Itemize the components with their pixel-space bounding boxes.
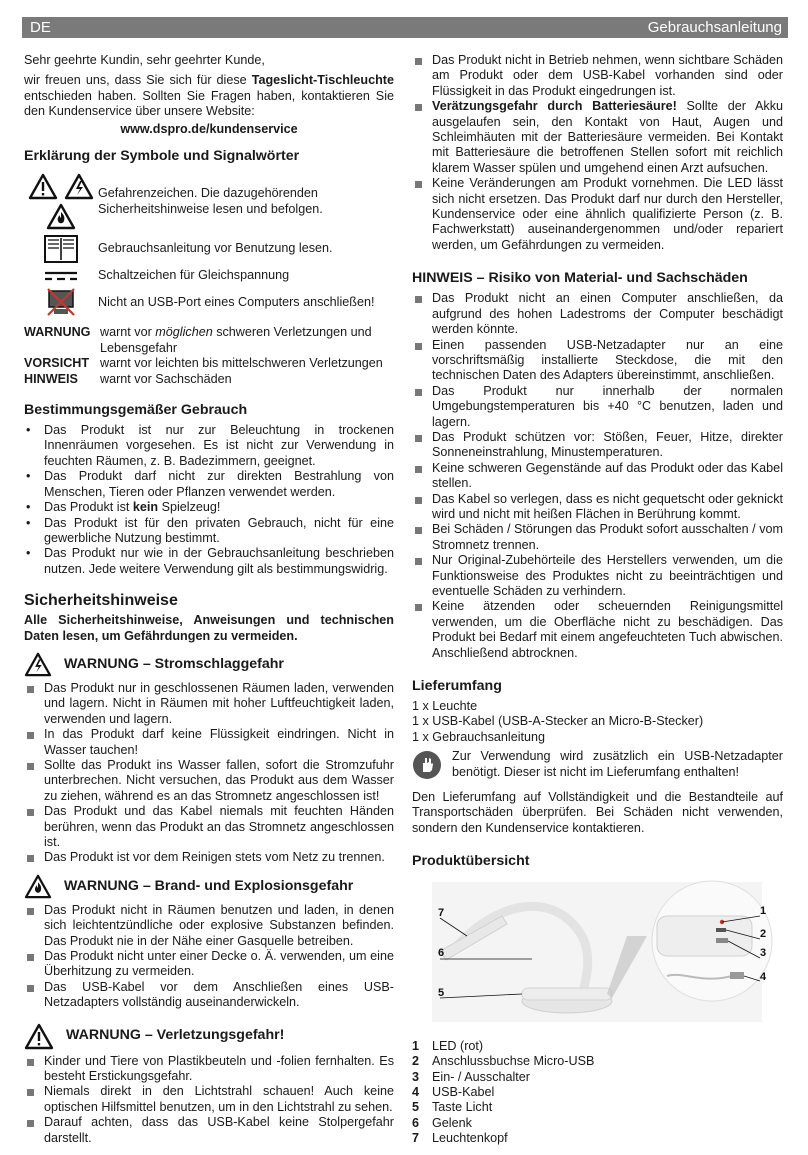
dc-voltage-icon	[43, 269, 79, 283]
symbol-row-dc	[24, 268, 394, 283]
list-item: Einen passenden USB-Netzadapter nur an eine vorschriftsmäßig installierte Steckdose, die mit den technischen Daten des Adapters übereinstimmt, anschließen.	[412, 338, 783, 384]
symbol-row-warning	[24, 173, 394, 230]
legend-item	[412, 1039, 783, 1054]
usb-symbol-box	[24, 287, 98, 317]
dc-symbol-box	[24, 269, 98, 283]
no-computer-usb-icon	[46, 287, 76, 317]
notice-list	[412, 291, 783, 661]
list-item: Das Produkt nicht in Räumen benutzen und laden, in denen sich leichtentzündliche oder explosive Substanzen befinden. Das Produkt nie in der Nähe einer Gasquelle betreiben.	[24, 903, 394, 949]
list-item: Das Produkt nicht in Betrieb nehmen, wenn sichtbare Schäden am Produkt oder dem USB-Kabel vorhanden sind oder Flüssigkeit in das Produkt eingedrungen ist.	[412, 53, 783, 99]
symbols-heading: Erklärung der Symbole und Signalwörter	[24, 148, 300, 165]
detail-usb-port	[716, 928, 726, 932]
signal-word: VORSICHT	[24, 356, 90, 371]
signal-desc: warnt vor leichten bis mittelschweren Verletzungen	[100, 356, 383, 371]
manual-symbol-box	[24, 234, 98, 264]
list-item: Das Produkt schützen vor: Stößen, Feuer, Hitze, direkter Sonneneinstrahlung, Minustemperaturen.	[412, 430, 783, 461]
list-item: Darauf achten, dass das USB-Kabel keine Stolpergefahr darstellt.	[24, 1115, 394, 1146]
notice-heading: HINWEIS – Risiko von Material- und Sachschäden	[412, 270, 748, 287]
scope-heading: Lieferumfang	[412, 678, 502, 695]
legend-number: 2	[412, 1054, 420, 1069]
injury-warning-heading	[24, 1023, 394, 1050]
fire-warning-heading	[24, 874, 394, 899]
list-item: Nur Original-Zubehörteile des Herstellers verwenden, um die Funktionsweise des Produktes nicht zu beeinträchtigen und eventuelle Schäden zu verhindern.	[412, 553, 783, 599]
callout-1: 1	[760, 905, 767, 918]
hand-note-icon	[412, 750, 442, 780]
injury-warning-title: WARNUNG – Verletzungsgefahr!	[66, 1027, 285, 1044]
list-item: Das Produkt nicht unter einer Decke o. Ä. verwenden, um eine Überhitzung zu vermeiden.	[24, 949, 394, 980]
intro-text	[24, 73, 394, 119]
list-item: In das Produkt darf keine Flüssigkeit eindringen. Nicht in Wasser tauchen!	[24, 727, 394, 758]
legend-label: Ein- / Ausschalter	[432, 1069, 530, 1084]
safety-list-continued	[412, 53, 783, 253]
legend-label: Taste Licht	[432, 1100, 493, 1115]
scope-check-text: Den Lieferumfang auf Vollständigkeit und die Bestandteile auf Transportschäden überprüfen. Bei Schäden nicht verwenden, sondern den Kundenservice kontaktieren.	[412, 790, 783, 835]
legend-item	[412, 1100, 783, 1115]
list-item: Niemals direkt in den Lichtstrahl schauen! Auch keine optischen Hilfsmittel benutzen, um in den Lichtstrahl zu sehen.	[24, 1084, 394, 1115]
list-item: Das Kabel so verlegen, dass es nicht gequetscht oder geknickt wird und nicht mit heißen Flächen in Berührung kommt.	[412, 492, 783, 523]
list-item: Das USB-Kabel vor dem Anschließen eines USB-Netzadapters vollständig auseinanderwickeln.	[24, 980, 394, 1011]
legend-label: USB-Kabel	[432, 1084, 495, 1099]
warning-triangle-icon	[28, 173, 58, 200]
legend-label: Gelenk	[432, 1115, 472, 1130]
symbol-row-manual	[24, 234, 394, 264]
manual-book-icon	[43, 234, 79, 264]
list-item: Das Produkt nicht an einen Computer anschließen, da aufgrund des hohen Ladestroms der Computer beschädigt werden könnte.	[412, 291, 783, 337]
intro-text-b: entschieden haben. Sollten Sie Fragen haben, kontaktieren Sie den Kundenservice über unsere Website:	[24, 88, 394, 119]
callout-7: 7	[438, 907, 445, 920]
list-item: Das Produkt nur in geschlossenen Räumen laden, verwenden und lagern. Nicht in Räumen mit hoher Luftfeuchtigkeit laden, verwenden und lagern.	[24, 681, 394, 727]
electric-hazard-icon	[64, 173, 94, 200]
warning-symbols	[24, 173, 98, 230]
overview-legend	[412, 1039, 783, 1147]
list-item: Keine Veränderungen am Produkt vornehmen. Die LED lässt sich nicht ersetzen. Das Produkt darf nur durch den Hersteller, Kundenservice oder eine ähnlich qualifizierte Person (z. B. Fachwerkstatt) auseinandergenommen und/oder repariert werden, um Gefährdungen zu vermeiden.	[412, 176, 783, 253]
dc-symbol-text: Schaltzeichen für Gleichspannung	[98, 268, 290, 283]
intro-text-a: wir freuen uns, dass Sie sich für diese	[24, 73, 252, 88]
acid-warning-text: Sollte der Akku ausgelaufen sein, den Kontakt von Haut, Augen und Schleimhäuten mit der Batteriesäure vermeiden. Bei Kontakt mit Batteriesäure die betroffenen Stellen sofort mit reichlich klarem Wasser spülen und umgehend einen Arzt aufsuchen.	[432, 99, 783, 175]
callout-3: 3	[760, 947, 767, 960]
list-item	[24, 500, 394, 515]
scope-item: 1 x Gebrauchsanleitung	[412, 729, 546, 744]
callout-2: 2	[760, 928, 767, 941]
toy-pre: Das Produkt ist	[44, 500, 133, 515]
legend-number: 1	[412, 1038, 420, 1053]
legend-item	[412, 1070, 783, 1085]
shock-warning-heading	[24, 652, 394, 677]
warning-triangle-icon	[24, 1023, 54, 1050]
list-item: • Das Produkt ist für den privaten Gebrauch, nicht für eine gewerbliche Nutzung bestimmt.	[24, 516, 394, 547]
legend-label: LED (rot)	[432, 1038, 484, 1053]
usb-symbol-text: Nicht an USB-Port eines Computers anschließen!	[98, 294, 375, 309]
list-item: Sollte das Produkt ins Wasser fallen, sofort die Stromzufuhr unterbrechen. Nicht versuchen, das Produkt aus dem Wasser zu ziehen, während es an das Stromnetz angeschlossen ist!	[24, 758, 394, 804]
callout-4: 4	[760, 971, 767, 984]
list-item	[412, 99, 783, 176]
callout-5: 5	[438, 987, 445, 1000]
legend-label: Anschlussbuchse Micro-USB	[432, 1054, 595, 1069]
intended-use-list	[24, 423, 394, 577]
website-link[interactable]: www.dspro.de/kundenservice	[120, 121, 298, 136]
list-item: Keine schweren Gegenstände auf das Produkt oder das Kabel stellen.	[412, 461, 783, 492]
fire-warning-list	[24, 903, 394, 1011]
legend-item	[412, 1131, 783, 1146]
legend-label: Leuchtenkopf	[432, 1131, 508, 1146]
product-name: Tageslicht-Tischleuchte	[251, 73, 394, 88]
detail-base	[657, 916, 752, 956]
electric-hazard-icon	[24, 652, 52, 677]
list-item: Keine ätzenden oder scheuernden Reinigungsmittel verwenden, um die Oberfläche nicht zu beschädigen. Das Produkt bei Bedarf mit einem angefeuchteten Tuch abwischen. Anschließend abtrocknen.	[412, 599, 783, 661]
list-item: • Das Produkt darf nicht zur direkten Bestrahlung von Menschen, Tieren oder Pflanzen verwendet werden.	[24, 469, 394, 500]
signal-desc-pre: warnt vor	[100, 325, 156, 340]
legend-number: 5	[412, 1100, 420, 1115]
manual-symbol-text: Gebrauchsanleitung vor Benutzung lesen.	[98, 241, 333, 256]
safety-heading: Sicherheitshinweise	[24, 592, 178, 610]
shock-warning-list	[24, 681, 394, 866]
legend-item	[412, 1116, 783, 1131]
signal-desc: warnt vor Sachschäden	[100, 371, 232, 386]
header-bar	[22, 17, 788, 38]
safety-lead: Alle Sicherheitshinweise, Anweisungen und technischen Daten lesen, um Gefährdungen zu vermeiden.	[24, 613, 394, 643]
callout-6: 6	[438, 947, 445, 960]
legend-number: 4	[412, 1084, 420, 1099]
signal-word-notice	[24, 372, 394, 387]
legend-item	[412, 1054, 783, 1069]
legend-number: 6	[412, 1115, 420, 1130]
warning-symbol-text: Gefahrenzeichen. Die dazugehörenden Sicherheitshinweise lesen und befolgen.	[98, 186, 323, 216]
acid-warning-bold: Verätzungsgefahr durch Batteriesäure!	[432, 99, 677, 114]
lamp-base-top	[522, 988, 612, 1000]
greeting: Sehr geehrte Kundin, sehr geehrter Kunde,	[24, 53, 265, 67]
list-item: Kinder und Tiere von Plastikbeuteln und -folien fernhalten. Es besteht Erstickungsgefahr.	[24, 1054, 394, 1085]
signal-desc	[100, 325, 394, 356]
signal-word-warning	[24, 325, 394, 356]
signal-desc-post: schweren Verletzungen und Lebensgefahr	[100, 325, 372, 355]
toy-post: Spielzeug!	[158, 500, 221, 515]
fire-hazard-icon	[46, 203, 76, 230]
document-title: Gebrauchsanleitung	[647, 19, 782, 36]
scope-item: 1 x USB-Kabel (USB-A-Stecker an Micro-B-Stecker)	[412, 714, 704, 729]
scope-item: 1 x Leuchte	[412, 699, 478, 714]
scope-note	[412, 749, 783, 780]
signal-word-caution	[24, 356, 394, 371]
fire-warning-title: WARNUNG – Brand- und Explosionsgefahr	[64, 877, 354, 894]
language-code: DE	[30, 19, 51, 36]
legend-number: 3	[412, 1069, 420, 1084]
injury-warning-list	[24, 1054, 394, 1146]
fire-hazard-icon	[24, 874, 52, 899]
detail-usb-plug	[730, 972, 744, 979]
scope-note-text: Zur Verwendung wird zusätzlich ein USB-Netzadapter benötigt. Dieser ist nicht im Lieferumfang enthalten!	[452, 749, 783, 779]
signal-desc-em: möglichen	[155, 325, 213, 340]
list-item: Bei Schäden / Störungen das Produkt sofort ausschalten / vom Stromnetz trennen.	[412, 522, 783, 553]
detail-switch	[716, 938, 728, 943]
intended-use-heading: Bestimmungsgemäßer Gebrauch	[24, 402, 248, 419]
signal-word: WARNUNG	[24, 325, 91, 340]
product-overview-diagram	[412, 876, 783, 1026]
list-item: Das Produkt und das Kabel niemals mit feuchten Händen berühren, wenn das Produkt an das Stromnetz angeschlossen ist.	[24, 804, 394, 850]
legend-number: 7	[412, 1131, 420, 1146]
list-item: • Das Produkt ist nur zur Beleuchtung in trockenen Innenräumen vorgesehen. Es ist nicht zur Verwendung in feuchten Räumen, z. B. Badezimmern, geeignet.	[24, 423, 394, 469]
overview-heading: Produktübersicht	[412, 853, 530, 870]
right-column	[412, 53, 783, 1147]
list-item: Das Produkt ist vor dem Reinigen stets vom Netz zu trennen.	[24, 850, 394, 865]
toy-bold: kein	[132, 500, 159, 515]
left-column	[24, 53, 394, 1146]
legend-item	[412, 1085, 783, 1100]
list-item: Das Produkt nur innerhalb der normalen Umgebungstemperaturen bis +40 °C benutzen, laden und lagern.	[412, 384, 783, 430]
signal-word: HINWEIS	[24, 371, 78, 386]
list-item: • Das Produkt nur wie in der Gebrauchsanleitung beschrieben nutzen. Jede weitere Verwendung gilt als bestimmungswidrig.	[24, 546, 394, 577]
symbol-row-usb	[24, 287, 394, 317]
shock-warning-title: WARNUNG – Stromschlaggefahr	[64, 655, 284, 672]
